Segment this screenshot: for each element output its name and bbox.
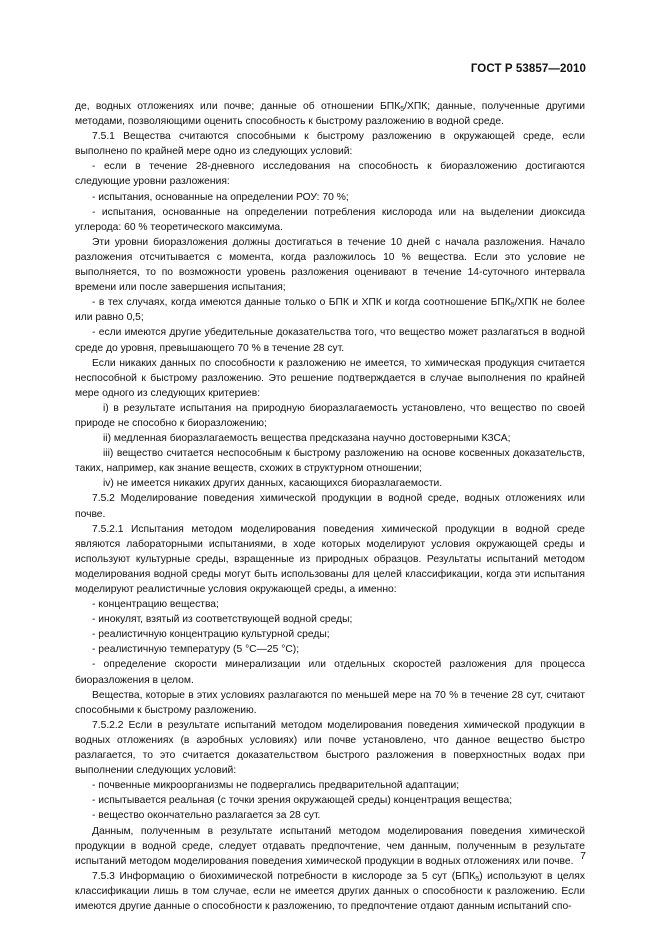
section-7-5-1: 7.5.1 Вещества считаются способными к быстрому разложению в окружающей среде, если выполнено по крайней мере одно из следующих условий:: [75, 131, 585, 158]
section-7-5-2-1: 7.5.2.1 Испытания методом моделирования поведения химической продукции в водной среде являются лабораторными испытаниями, в ходе которых моделируют условия окружающей среды и используют культурные среды, взращенные из природных образцов. Результаты испытаний методом моделирования водной среды могут быть использованы для целей классификации, когда эти испытания моделируют реалистичные условия окружающей среды, а именно:: [75, 523, 585, 595]
list-item: - в тех случаях, когда имеются данные только о БПК и ХПК и когда соотношение $БПК_5$/ХПК не более или равно 0,5;: [75, 297, 586, 324]
list-item: - концентрацию вещества;: [92, 599, 219, 611]
list-item: - испытывается реальная (с точки зрения окружающей среды) концентрация вещества;: [92, 795, 513, 807]
document-body: [75, 99, 585, 914]
paragraph: де, водных отложениях или почве; данные об отношении $БПК_5$/ХПК; данные, полученные другими методами, позволяющими оценить способность к быстрому разложению в водной среде.: [75, 101, 585, 128]
section-7-5-3: 7.5.3 Информацию о биохимической потребности в кислороде за 5 сут $(БПК_5)$ используют в целях классификации лишь в том случае, если не имеется других данных о способности к разложению. Если имеются другие данные о способности к разложению, то предпочтение отдают данным испытаний спо-: [75, 870, 585, 912]
paragraph: Эти уровни биоразложения должны достигаться в течение 10 дней с начала разложения. Начало разложения отсчитывается с момента, когда разложилось 10 % вещества. Если это условие не выполняется, то по возможности уровень разложения оценивают в течение 14-суточного интервала времени или после завершения испытания;: [75, 236, 585, 294]
paragraph: Данным, полученным в результате испытаний методом моделирования поведения химической продукции в водной среде, следует отдавать предпочтение, чем данным, полученным в результате испытаний методом моделирования поведения химической продукции в водных отложениях или почве.: [75, 825, 585, 867]
criterion-item: ii) медленная биоразлагаемость вещества предсказана научно достоверными КЗСА;: [103, 433, 511, 445]
list-item: - вещество окончательно разлагается за 28 сут.: [92, 810, 321, 822]
criterion-item: iii) вещество считается неспособным к быстрому разложению на основе косвенных доказательств, таких, например, как знание веществ, схожих в структурном отношении;: [75, 448, 585, 475]
list-item: - если в течение 28-дневного исследования на способность к биоразложению достигаются следующие уровни разложения:: [75, 161, 585, 188]
list-item: - реалистичную концентрацию культурной среды;: [92, 629, 330, 641]
list-item: - определение скорости минерализации или отдельных скоростей разложения для процесса биоразложения в целом.: [75, 659, 585, 686]
list-item: - испытания, основанные на определении РОУ: 70 %;: [92, 191, 349, 203]
list-item: - реалистичную температуру (5 °С—25 °С);: [92, 644, 300, 656]
section-7-5-2: 7.5.2 Моделирование поведения химической продукции в водной среде, водных отложениях или почве.: [75, 493, 585, 520]
document-header: ГОСТ Р 53857—2010: [470, 63, 586, 75]
paragraph: Вещества, которые в этих условиях разлагаются по меньшей мере на 70 % в течение 28 сут, считают способными к быстрому разложению.: [75, 689, 585, 716]
page-number: 7: [580, 850, 586, 862]
section-7-5-2-2: 7.5.2.2 Если в результате испытаний методом моделирования поведения химической продукции в водных отложениях (в аэробных условиях) или почве установлено, что данное вещество быстро разлагается, то это считается доказательством быстрого разложения в поверхностных водах при выполнении следующих условий:: [75, 719, 585, 777]
criterion-item: iv) не имеется никаких других данных, касающихся биоразлагаемости.: [103, 478, 443, 490]
list-item: - инокулят, взятый из соответствующей водной среды;: [92, 614, 353, 626]
list-item: - если имеются другие убедительные доказательства того, что вещество может разлагаться в водной среде до уровня, превышающего 70 % в течение 28 сут.: [75, 327, 585, 354]
list-item: - почвенные микроорганизмы не подвергались предварительной адаптации;: [92, 780, 460, 792]
paragraph: Если никаких данных по способности к разложению не имеется, то химическая продукция считается неспособной к быстрому разложению. Это решение подтверждается в случае выполнения по крайней мере одного из следующих критериев:: [75, 357, 585, 399]
list-item: - испытания, основанные на определении потребления кислорода или на выделении диоксида углерода: 60 % теоретического максимума.: [75, 206, 585, 233]
criterion-item: i) в результате испытания на природную биоразлагаемость установлено, что вещество по своей природе не способно к биоразложению;: [75, 402, 585, 429]
